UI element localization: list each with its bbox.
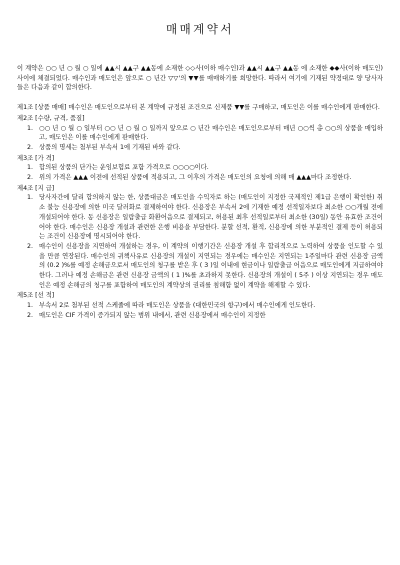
item-text: 매도인은 CIF 가격이 증가되지 않는 범위 내에서, 관련 신용장에서 매수인이 지정한 [39, 311, 266, 319]
article-2 [17, 114, 383, 153]
article-heading: 제4조 [지 급] [17, 184, 55, 192]
list-item [17, 163, 383, 173]
item-number: 1. [27, 164, 34, 172]
list-item [17, 242, 383, 291]
article-heading: 제2조 [수량, 규격, 품질] [17, 114, 85, 122]
item-number: 2. [27, 143, 34, 151]
document-title: 매매계약서 [165, 22, 235, 36]
article-1 [17, 103, 383, 113]
article-heading: 제5조 [선 적] [17, 292, 55, 300]
list-item [17, 301, 383, 311]
item-number: 1. [27, 194, 34, 202]
item-number: 2. [27, 242, 34, 250]
item-text: 매수인이 신용장을 지연하여 개설하는 경우, 이 계약의 이행기간은 신용장 개설 후 합리적으로 노력하여 상품을 인도할 수 있을 만큼 연장된다. 매수인의 귀책사유로 신용장의 개설이 지연되는 경우에는 매수인은 지연되는 1주일마다 관련 신용장 금액의 (0.2 )%를 예정 손해금으로서 매도인의 청구를 받은 후 ( 3 )일 이내에 현금이나 일람출급 어음으로 매도인에게 지급하여야 한다. 그러나 예정 손해금은 관련 신용장 금액의 ( 1 )%를 초과하지 못한다. 신용장의 개설이 ( 5주 ) 이상 지연되는 경우 매도인은 예정 손해금의 청구를 포함하여 매도인의 계약상의 권리를 침해함 없이 계약을 해제할 수 있다. [39, 242, 383, 289]
article-4 [17, 184, 383, 291]
list-item [17, 173, 383, 183]
article-heading: 제1조 [상품 매매] 매수인은 매도인으로부터 본 계약에 규정된 조건으로 신제품 ▼▼를 구매하고, 매도인은 이를 매수인에게 판매한다. [17, 104, 380, 112]
list-item [17, 311, 383, 321]
list-item [17, 193, 383, 242]
article-heading: 제3조 [가 격] [17, 154, 55, 162]
item-text: 부속서 2로 첨부된 선적 스케줄에 따라 매도인은 상품을 (대한민국의 항구)에서 매수인에게 인도한다. [39, 302, 316, 310]
item-number: 1. [27, 124, 34, 132]
item-text: 위의 가격은 ▲▲▲ 이전에 선적된 상품에 적용되고, 그 이후의 가격은 매도인의 요청에 의해 매 ▲▲▲마다 조정한다. [39, 174, 352, 182]
item-text: 상품의 명세는 첨부된 부속서 1에 기재된 바와 같다. [39, 143, 181, 151]
list-item [17, 143, 383, 153]
article-5 [17, 291, 383, 320]
item-number: 2. [27, 311, 34, 319]
item-text: 합의된 상품의 단가는 운임보험료 포함 가격으로 ○○○○이다. [39, 164, 209, 172]
item-number: 1. [27, 302, 34, 310]
item-text: ○○ 년 ○ 월 ○ 일부터 ○○ 년 ○ 월 ○ 일까지 앞으로 ○ 년간 매수인은 매도인으로부터 매년 ○○씩 총 ○○의 상품을 매입하고, 매도인은 이를 매수인에게 판매한다. [39, 124, 383, 142]
list-item [17, 124, 383, 143]
intro-paragraph: 이 계약은 ○○ 년 ○ 월 ○ 일에 ▲▲시 ▲▲구 ▲▲동에 소재한 ◇◇사(이하 매수인)과 ▲▲시 ▲▲구 ▲▲동 에 소재한 ◆◆사(이하 매도인) 사이에 체결되었다. 매수인과 매도인은 앞으로 ○ 년간 ▽▽'의 ▼▼를 매매하기를 희망한다. 따라서 여기에 기재된 약정대로 양 당사자들은 다음과 같이 합의한다. [17, 65, 383, 92]
article-3 [17, 154, 383, 183]
item-text: 당사자간에 달리 합의하지 않는 한, 상품대금은 매도인을 수익자로 하는 (매도인이 지정한 국제적인 제1급 은행이 확인한) 취소 불능 신용장에 의한 미국 달러화로 결제하여야 한다. 신용장은 부속서 2에 기재한 예정 선적일자보다 최소한 ○○개월 전에 개설되어야 한다. 동 신용장은 일람출급 화환어음으로 결제되고, 허용된 최후 선적일로부터 최소한 (30일) 동안 유효한 조건이어야 한다. 매수인은 신용장 개설과 관련한 은행 비용을 부담한다. 분할 선적, 환적, 신용장에 의한 부분적인 결제 등이 허용되는 조건이 신용장에 명시되어야 한다. [39, 194, 383, 241]
item-number: 2. [27, 174, 34, 182]
